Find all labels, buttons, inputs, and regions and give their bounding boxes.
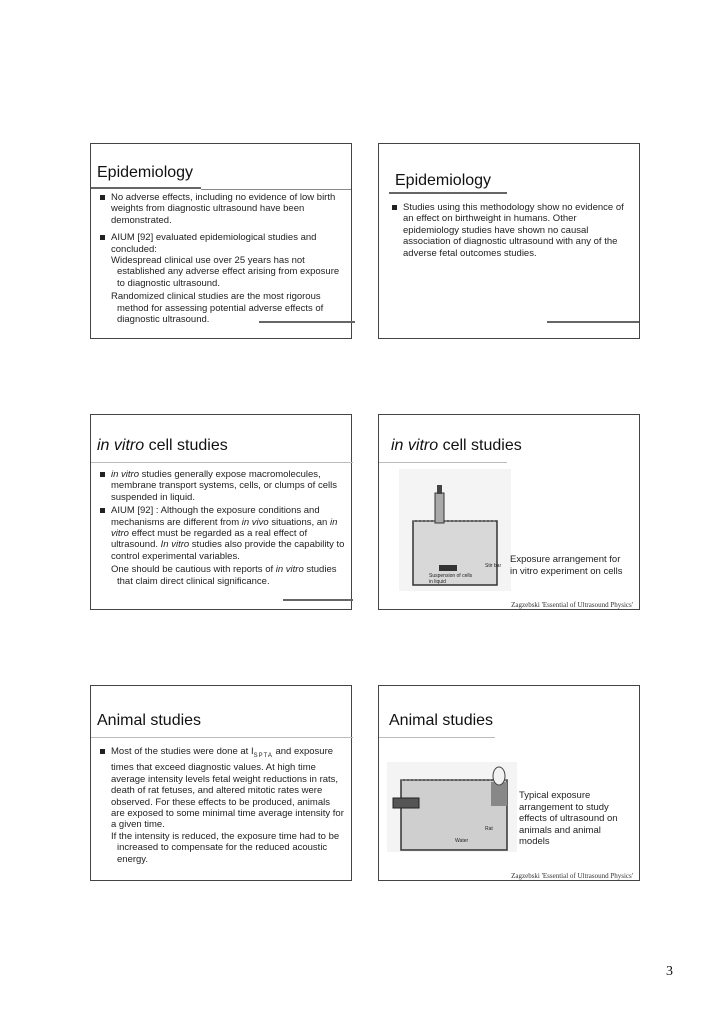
bullet-item: Most of the studies were done at $I_{SPTA}$ and exposure times that exceed diagnostic values. At high time average intensity levels fetal weight reductions in rats, death of rat fetuses, and altered mitotic rates were observed. For these effects to be produced, animals are exposed to some minimal time average intensity for a given time. — [99, 746, 345, 831]
slide-body — [391, 202, 633, 265]
fig-label-rat: Rat — [485, 826, 493, 832]
transducer — [393, 798, 419, 808]
bullet-item: No adverse effects, including no evidence of low birth weights from diagnostic ultrasound have been demonstrated. — [99, 192, 345, 226]
slide-epidemiology-1 — [90, 143, 352, 339]
page-number: 3 — [666, 964, 673, 979]
footer-rule — [547, 321, 639, 323]
slide-title: Epidemiology — [97, 164, 194, 181]
fig-label-stir-bar: Stir bar — [485, 563, 502, 569]
rat — [493, 767, 505, 785]
exposure-diagram — [387, 762, 517, 852]
water-bath-illustration — [387, 762, 517, 852]
title-rule — [379, 737, 495, 738]
slide-epidemiology-2 — [378, 143, 640, 339]
title-rule — [91, 462, 353, 463]
paragraph: One should be cautious with reports of in vitro studies that claim direct clinical significance. — [111, 564, 337, 587]
title-rule-right — [201, 189, 351, 190]
footer-rule — [259, 321, 355, 323]
rat-holder — [491, 782, 507, 806]
bullet-item: in vitro studies generally expose macromolecules, membrane transport systems, cells, or clumps of cells suspended in liquid. — [99, 469, 345, 503]
title-italic: in vitro — [97, 437, 145, 454]
fig-label-suspension: Suspension of cells in liquid — [429, 573, 473, 585]
paragraph: Widespread clinical use over 25 years has not established any adverse effect arising from exposure to diagnostic ultrasound. — [111, 255, 340, 289]
slide-animal-2 — [378, 685, 640, 881]
bullet-item: Studies using this methodology show no evidence of an effect on birthweight in humans. Other epidemiology studies have shown no causal association of diagnostic ultrasound with any of the adverse fetal outcomes studies. — [391, 202, 633, 259]
slide-animal-1 — [90, 685, 352, 881]
title-text: cell studies — [144, 437, 228, 454]
slide-in-vitro-2 — [378, 414, 640, 610]
title-rule — [91, 187, 201, 189]
fig-label-water: Water — [455, 838, 469, 844]
slide-title: Epidemiology — [395, 172, 492, 189]
slide-title — [97, 437, 228, 455]
slide-title: Animal studies — [389, 712, 494, 729]
paragraph: Randomized clinical studies are the most rigorous method for assessing potential adverse effects of diagnostic ultrasound. — [111, 291, 324, 326]
figure-caption: Typical exposure arrangement to study effects of ultrasound on animals and animal models — [519, 790, 618, 847]
slide-title: Animal studies — [97, 712, 202, 729]
slide-in-vitro-1 — [90, 414, 352, 610]
slide-body — [99, 746, 345, 867]
title-rule — [389, 192, 507, 194]
bullet-item: AIUM [92] : Although the exposure conditions and mechanisms are different from in vivo situations, an in vitro effect must be regarded as a real effect of ultrasound. In vitro studies also provide the capability to control experimental variables. — [99, 505, 345, 562]
title-rule — [379, 462, 507, 463]
figure-caption: Exposure arrangement for in vitro experiment on cells — [510, 554, 623, 577]
title-text: cell studies — [438, 437, 522, 454]
source-credit: Zagzebski 'Essential of Ultrasound Physics' — [511, 601, 633, 609]
transducer-cable — [437, 485, 442, 494]
title-italic: in vitro — [391, 437, 439, 454]
title-rule — [91, 737, 353, 738]
transducer — [435, 493, 444, 523]
footer-rule — [283, 599, 353, 601]
source-credit: Zagzebski 'Essential of Ultrasound Physics' — [511, 872, 633, 880]
stir-bar — [439, 565, 457, 571]
slide-body — [99, 192, 345, 327]
paragraph: If the intensity is reduced, the exposure time had to be increased to compensate for the reduced acoustic energy. — [111, 830, 340, 865]
slide-title — [391, 437, 522, 455]
bullet-item: AIUM [92] evaluated epidemiological studies and concluded: — [99, 232, 345, 255]
slide-body — [99, 469, 345, 589]
